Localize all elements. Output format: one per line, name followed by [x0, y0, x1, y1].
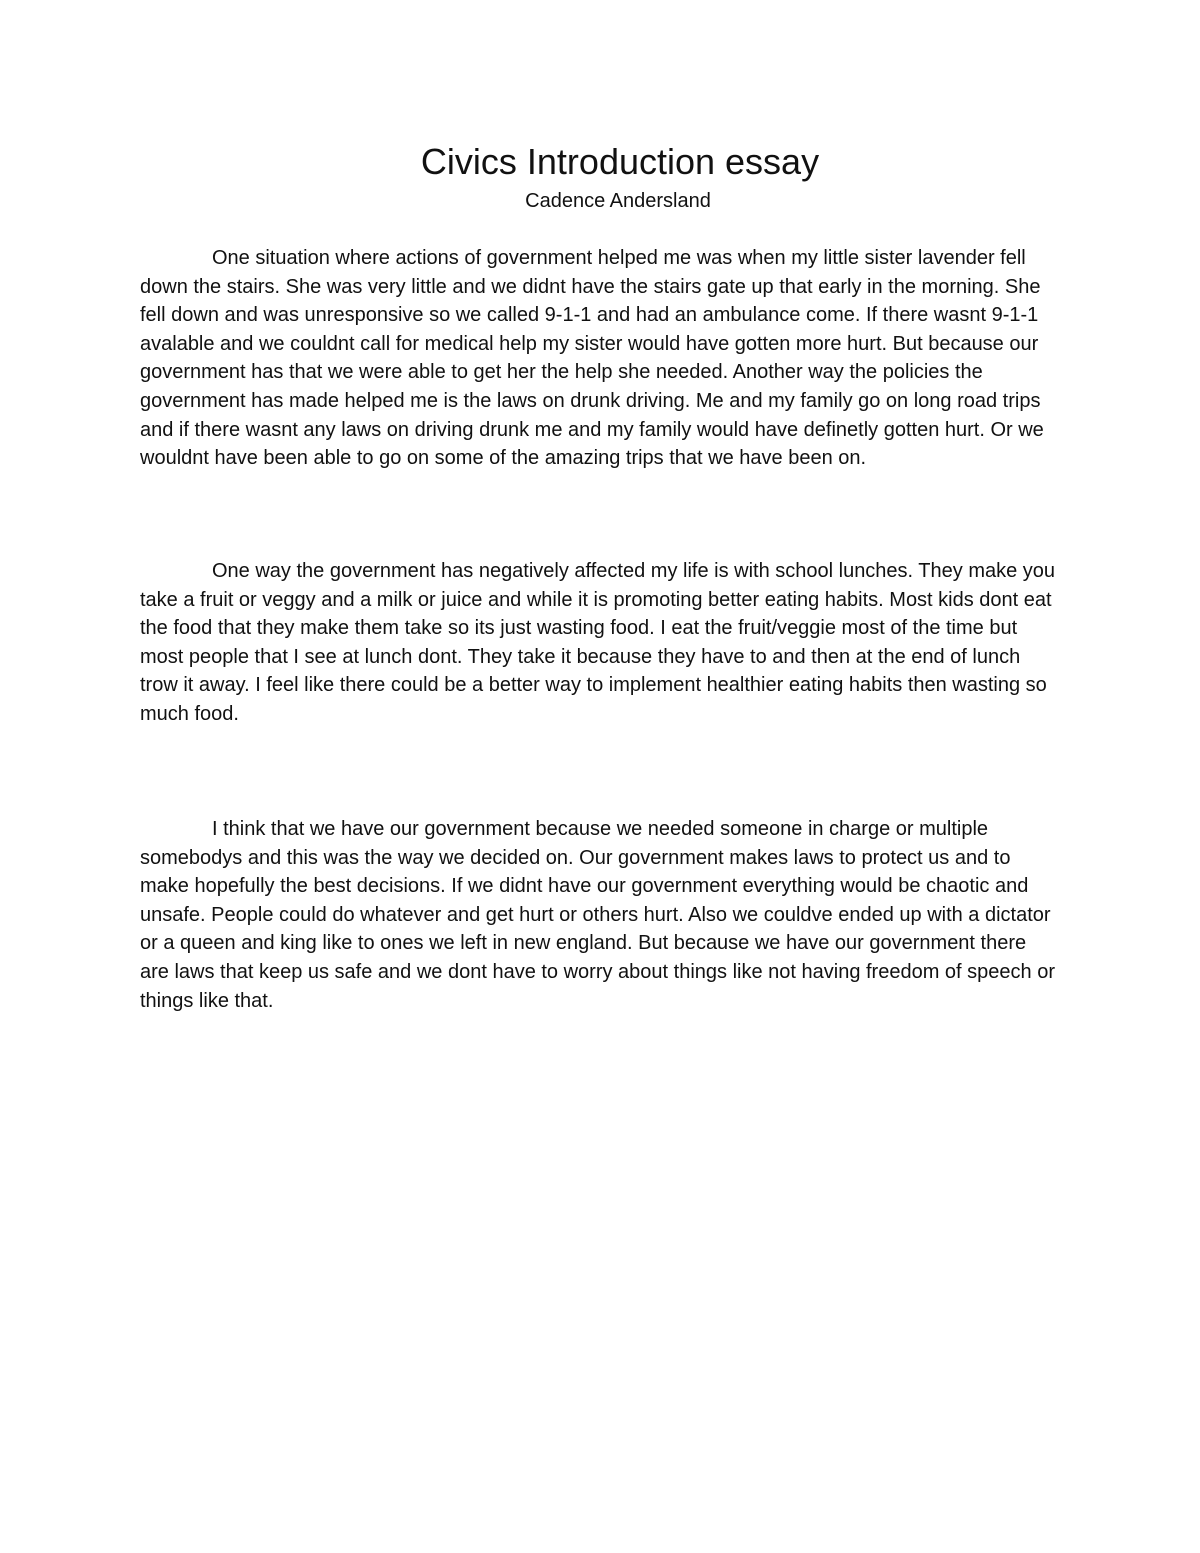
author-name: Cadence Andersland	[525, 190, 711, 212]
paragraph-2: One way the government has negatively affected my life is with school lunches. They make you take a fruit or veggy and a milk or juice and while it is promoting better eating habits. Most kids dont eat the food that they make them take so its just wasting food. I eat the fruit/veggie most of the time but most people that I see at lunch dont. They take it because they have to and then at the end of lunch trow it away. I feel like there could be a better way to implement healthier eating habits then wasting so much food.	[140, 560, 1056, 725]
paragraph-3: I think that we have our government because we needed someone in charge or multiple somebodys and this was the way we decided on. Our government makes laws to protect us and to make hopefully the best decisions. If we didnt have our government everything would be chaotic and unsafe. People could do whatever and get hurt or others hurt. Also we couldve ended up with a dictator or a queen and king like to ones we left in new england. But because we have our government there are laws that keep us safe and we dont have to worry about things like not having freedom of speech or things like that.	[140, 818, 1055, 1012]
paragraph-1: One situation where actions of government helped me was when my little sister lavender fell down the stairs. She was very little and we didnt have the stairs gate up that early in the morning. She fell down and was unresponsive so we called 9-1-1 and had an ambulance come. If there wasnt 9-1-1 avalable and we couldnt call for medical help my sister would have gotten more hurt. But because our government has that we were able to get her the help she needed. Another way the policies the government has made helped me is the laws on drunk driving. Me and my family go on long road trips and if there wasnt any laws on driving drunk me and my family would have definetly gotten hurt. Or we wouldnt have been able to go on some of the amazing trips that we have been on.	[140, 247, 1044, 470]
essay-title: Civics Introduction essay	[420, 141, 820, 182]
